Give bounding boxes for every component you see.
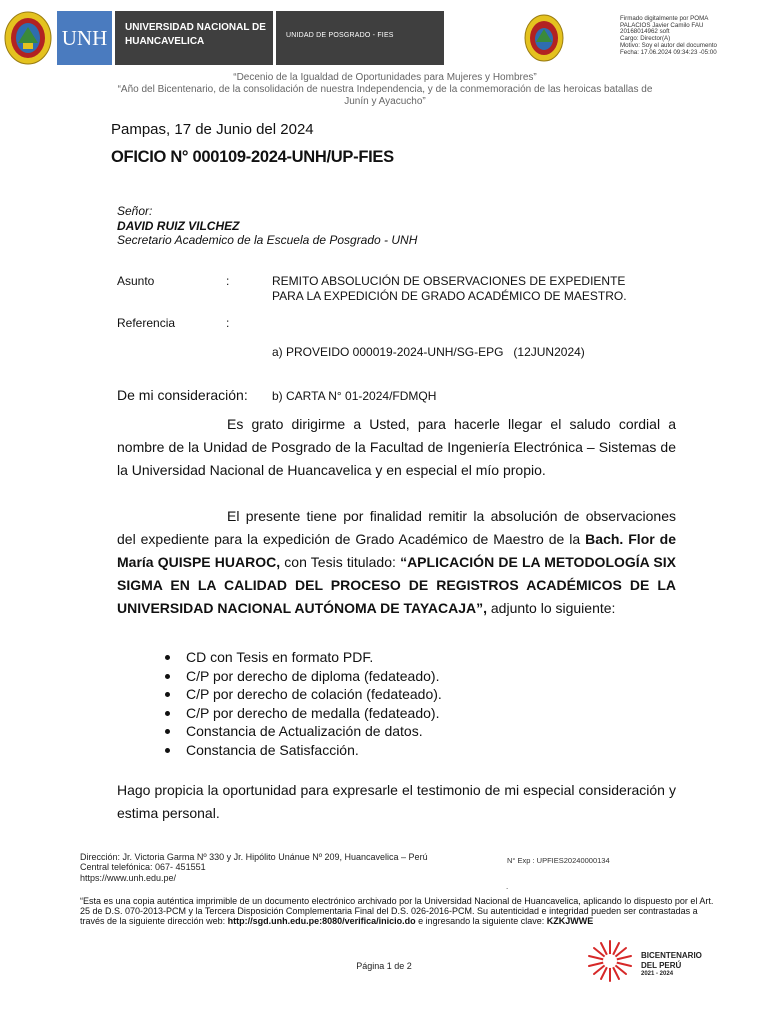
letter-date: Pampas, 17 de Junio del 2024 [111,121,314,138]
signature-line: Motivo: Soy el autor del documento [620,41,717,49]
faculty-seal-right [524,14,564,62]
greeting: De mi consideración: [117,387,248,403]
paragraph-2-part1: El presente tiene por finalidad remitir la absolución de observaciones del expediente para la expedición de Grado Académico de Maestro de la [117,508,676,547]
list-item: C/P por derecho de colación (fedateado). [165,685,442,704]
salutation: Señor: [117,204,153,218]
paragraph-2-part2: con Tesis titulado: [280,554,401,570]
footer-address: Dirección: Jr. Victoria Garma Nº 330 y Jr. Hipólito Unánue Nº 209, Huancavelica – Perú [80,852,428,862]
footer-phone: Central telefónica: 067- 451551 [80,862,206,873]
signature-line: 20168014962 soft [620,28,670,36]
reference-label: Referencia [117,316,176,330]
reference-line1: a) PROVEIDO 000019-2024-UNH/SG-EPG (12JUN2024) [272,345,585,359]
authenticity-notice [80,896,720,927]
bicentenario-years: 2021 - 2024 [641,971,674,977]
unit-name-box [276,11,444,65]
slogan-bicentenario-cont: Junín y Ayacucho” [344,96,426,107]
reference-colon: : [226,316,230,330]
attachment-list [165,648,442,759]
bicentenario-line2: DEL PERÚ [641,960,682,970]
expediente-number: N° Exp : UPFIES20240000134 [507,856,610,865]
digital-signature-block [620,16,760,56]
signature-line: Cargo: Director(A) [620,35,671,43]
footer-contact [80,852,428,883]
oficio-number: OFICIO N° 000109-2024-UNH/UP-FIES [111,148,394,166]
university-name-box [115,11,273,65]
signature-line: Fecha: 17.06.2024 09:34:23 -05:00 [620,48,717,56]
reference-line2: b) CARTA N° 01-2024/FDMQH [272,388,437,403]
subject-text [272,274,627,303]
list-item: C/P por derecho de medalla (fedateado). [165,704,442,723]
subject-colon: : [226,274,230,288]
page-number: Página 1 de 2 [356,961,412,971]
unh-logo [57,11,112,65]
unh-abbr: UNH [61,25,108,50]
slogan-bicentenario: “Año del Bicentenario, de la consolidación de nuestra Independencia, y de la conmemoración de las heroicas batallas de [117,84,653,95]
list-item: CD con Tesis en formato PDF. [165,648,442,667]
list-item: C/P por derecho de diploma (fedateado). [165,667,442,686]
footer-website-link[interactable]: https://www.unh.edu.pe/ [80,872,177,883]
verify-url-link[interactable]: http://sgd.unh.edu.pe:8080/verifica/inicio.do [227,916,416,927]
list-item: Constancia de Actualización de datos. [165,722,442,741]
signature-line: Firmado digitalmente por POMA [620,15,709,22]
legal-text-2: e ingresando la siguiente clave: [415,916,547,927]
addressee-position: Secretario Academico de la Escuela de Posgrado - UNH [117,233,418,247]
paragraph-2 [117,505,676,620]
footer-dot: . [506,882,509,891]
legal-text: “Esta es una copia auténtica imprimible de un documento electrónico archivado por la Universidad Nacional de Huancavelica, aplicando lo dispuesto por el Art. 25 de D.S. 070-2013-PCM y la Tercera Disposición Complementaria Final del D.S. 026-2016-PCM. Su autenticidad e integridad pueden ser contrastadas a través de la siguiente dirección web: [80,896,714,927]
university-name-line2: HUANCAVELICA [125,36,205,47]
paragraph-1-text: Es grato dirigirme a Usted, para hacerle llegar el saludo cordial a nombre de la Unidad de Posgrado de la Facultad de Ingeniería Electrónica – Sistemas de la Universidad Nacional de Huancavelica y en especial el mío propio. [117,416,676,478]
thesis-title: “APLICACIÓN DE LA METODOLOGÍA SIX SIGMA EN LA CALIDAD DEL PROCESO DE REGISTROS ACADÉMICOS DE LA UNIVERSIDAD NACIONAL AUTÓNOMA DE TAYACAJA”, [117,554,676,616]
university-name-line1: UNIVERSIDAD NACIONAL DE [125,22,266,33]
paragraph-2-part3: adjunto lo siguiente: [487,600,616,616]
verification-key: KZKJWWE [546,916,594,927]
bachelor-name: Bach. Flor de María QUISPE HUAROC, [117,531,676,570]
subject-line1: REMITO ABSOLUCIÓN DE OBSERVACIONES DE EXPEDIENTE [272,274,626,288]
addressee-name: DAVID RUIZ VILCHEZ [117,218,240,233]
paragraph-2-text [117,505,676,620]
paragraph-1 [117,413,676,482]
bicentenario-text [641,951,702,980]
signature-line: PALACIOS Javier Camilo FAU [620,21,704,29]
unit-name: UNIDAD DE POSGRADO - FIES [286,32,394,39]
university-seal-left [4,11,52,65]
bicentenario-line1: BICENTENARIO [641,951,702,960]
addressee-block [117,204,417,248]
subject-label: Asunto [117,274,155,288]
subject-line2: PARA LA EXPEDICIÓN DE GRADO ACADÉMICO DE MAESTRO. [272,288,627,303]
list-item: Constancia de Satisfacción. [165,741,442,760]
bicentenario-logo-icon [586,939,634,983]
closing-paragraph: Hago propicia la oportunidad para expresarle el testimonio de mi especial consideración y estima personal. [117,782,676,821]
slogan-decenio: “Decenio de la Igualdad de Oportunidades para Mujeres y Hombres” [233,72,537,83]
